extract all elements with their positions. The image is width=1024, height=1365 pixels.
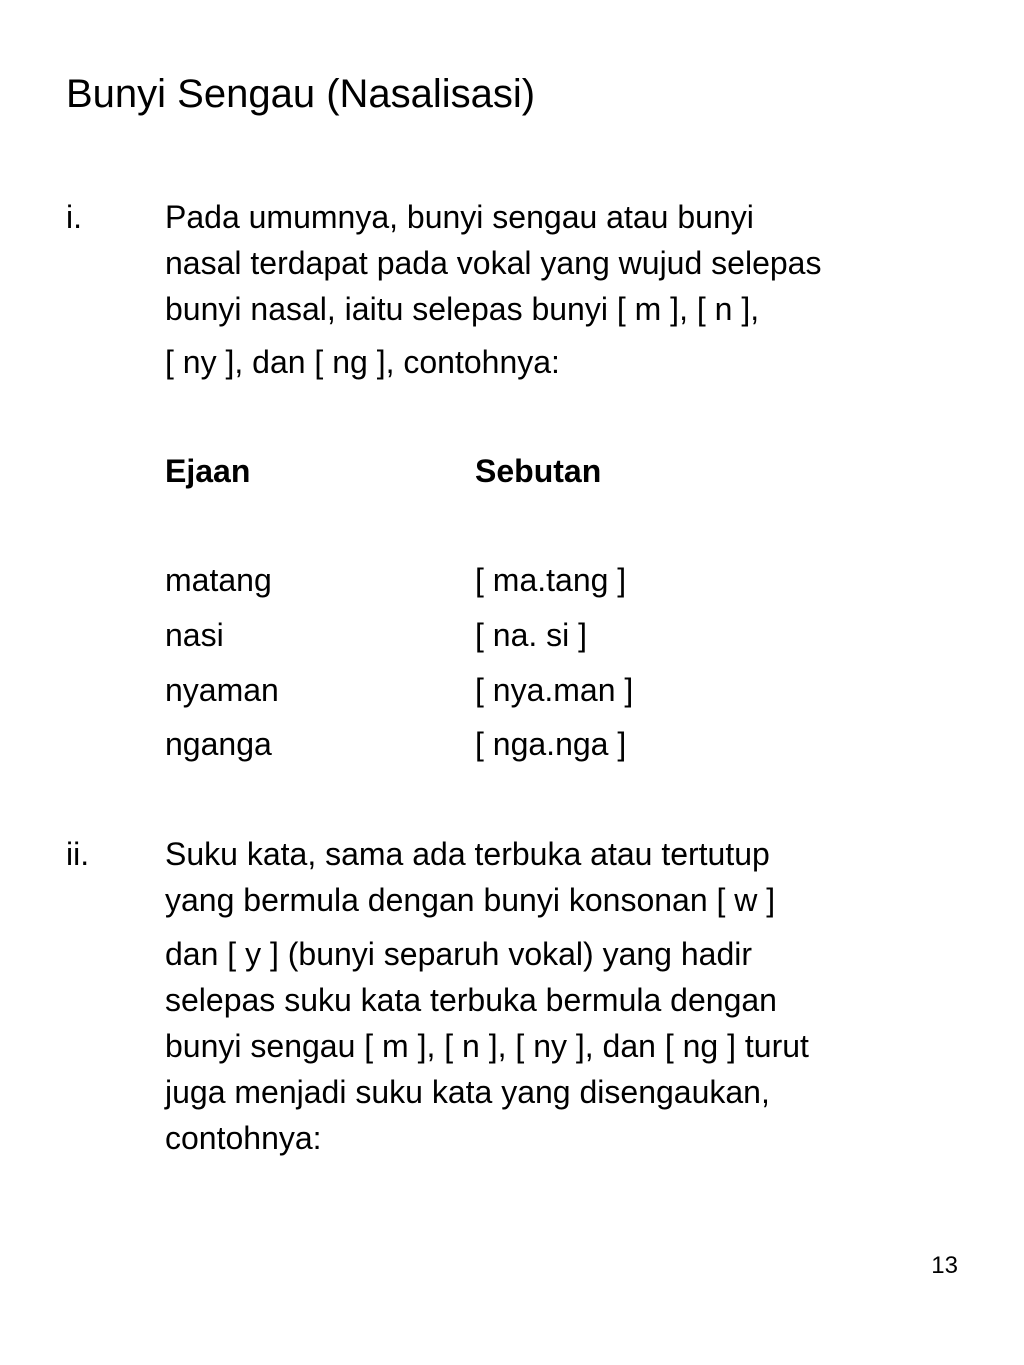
table-row-4-sebutan: [ nga.nga ] [475,726,627,762]
page-number: 13 [931,1252,958,1279]
table-header-sebutan: Sebutan [475,453,602,489]
table-row-1-ejaan: matang [165,562,272,598]
section-2-line-3: dan [ y ] (bunyi separuh vokal) yang hadir [165,936,752,972]
section-2-line-1: Suku kata, sama ada terbuka atau tertutup [165,836,770,872]
section-2-line-5: bunyi sengau [ m ], [ n ], [ ny ], dan [ ng ] turut [165,1028,809,1064]
section-1-line-1: Pada umumnya, bunyi sengau atau bunyi [165,199,754,235]
section-2-line-7: contohnya: [165,1120,322,1156]
section-1-line-4: [ ny ], dan [ ng ], contohnya: [165,344,560,380]
section-2-line-2: yang bermula dengan bunyi konsonan [ w ] [165,882,776,918]
table-row-3-sebutan: [ nya.man ] [475,672,634,708]
section-1-line-2: nasal terdapat pada vokal yang wujud selepas [165,245,822,281]
table-row-2-sebutan: [ na. si ] [475,617,588,653]
table-row-2-ejaan: nasi [165,617,224,653]
table-row-3-ejaan: nyaman [165,672,279,708]
page-title: Bunyi Sengau (Nasalisasi) [66,72,536,116]
section-1-line-3: bunyi nasal, iaitu selepas bunyi [ m ], [ n ], [165,291,760,327]
table-header-ejaan: Ejaan [165,453,251,489]
section-2-line-6: juga menjadi suku kata yang disengaukan, [165,1074,770,1110]
table-row-1-sebutan: [ ma.tang ] [475,562,627,598]
section-1-marker: i. [66,199,82,235]
section-2-marker: ii. [66,836,90,872]
table-row-4-ejaan: nganga [165,726,272,762]
section-2-line-4: selepas suku kata terbuka bermula dengan [165,982,777,1018]
